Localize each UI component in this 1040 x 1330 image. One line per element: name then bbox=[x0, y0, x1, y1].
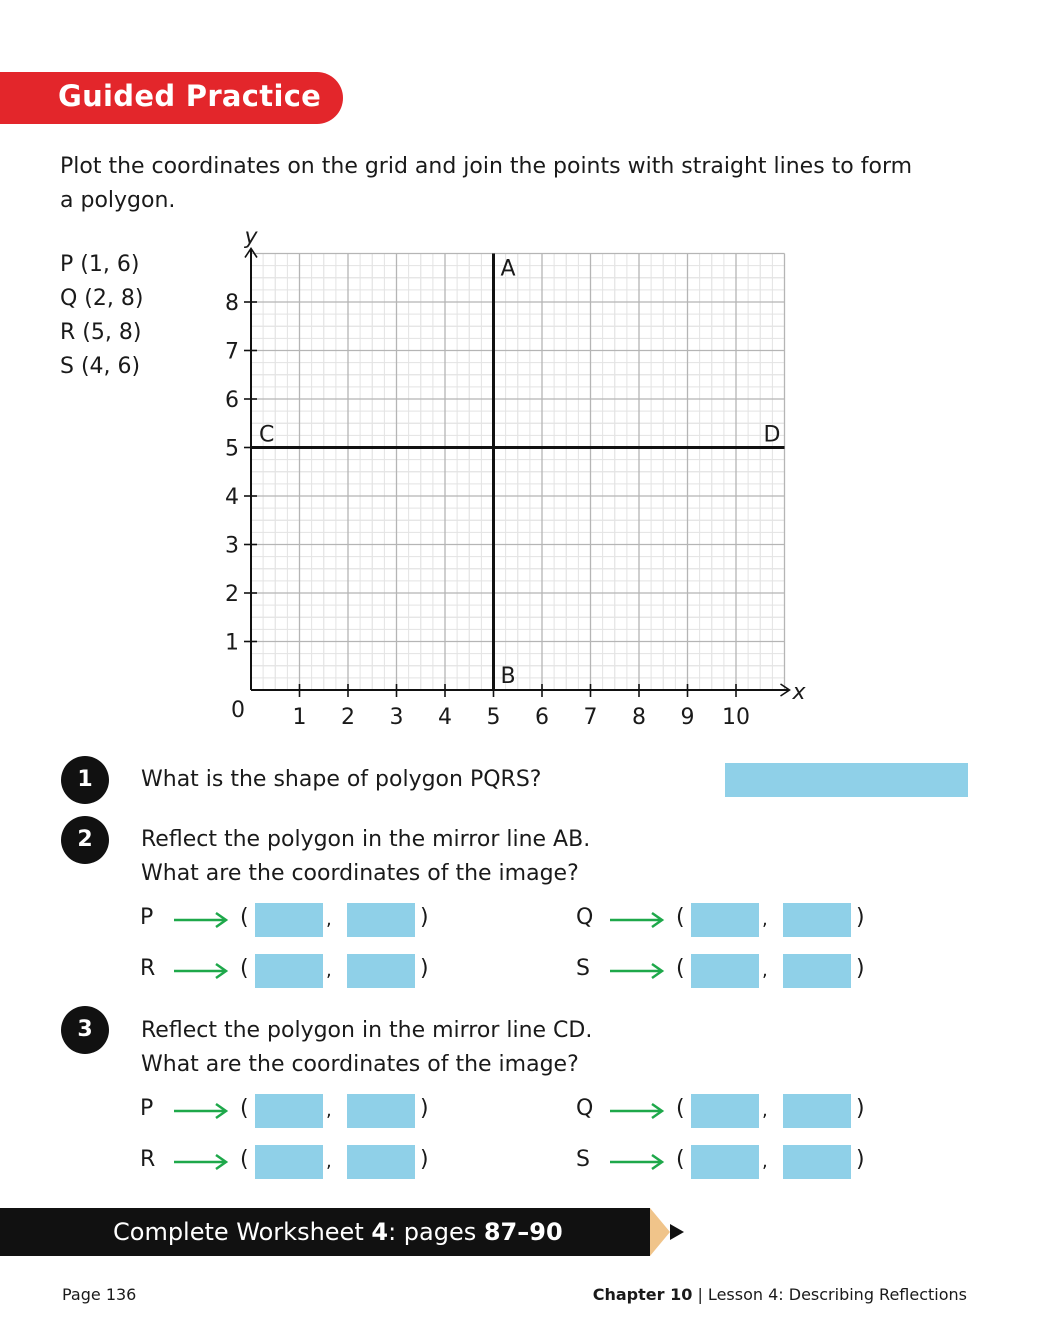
answer-row-q2-q: Q ( , ) bbox=[576, 903, 876, 937]
x-tick-label: 4 bbox=[438, 705, 452, 730]
pencil-tip-icon bbox=[650, 1208, 690, 1256]
arrow-right-icon bbox=[608, 1152, 666, 1172]
x-tick-label: 1 bbox=[292, 705, 307, 730]
answer-box-y[interactable] bbox=[347, 903, 415, 937]
point-label: R bbox=[140, 956, 156, 981]
question-1-text: What is the shape of polygon PQRS? bbox=[141, 767, 542, 792]
answer-row-q2-s: S ( , ) bbox=[576, 954, 876, 988]
x-tick-label: 7 bbox=[583, 705, 598, 730]
page-number: Page 136 bbox=[62, 1285, 137, 1304]
arrow-right-icon bbox=[172, 961, 230, 981]
label-c: C bbox=[259, 422, 275, 448]
minor-gridlines bbox=[251, 254, 785, 691]
instruction-text: Plot the coordinates on the grid and join the points with straight lines to form a polygon. bbox=[60, 154, 913, 213]
answer-box-x[interactable] bbox=[691, 954, 759, 988]
point-label: R bbox=[140, 1147, 156, 1172]
x-tick-label: 8 bbox=[632, 705, 646, 730]
x-tick-label: 9 bbox=[680, 705, 695, 730]
label-b: B bbox=[500, 664, 516, 689]
question-2-line1: Reflect the polygon in the mirror line AB. bbox=[141, 827, 591, 852]
question-3-line1: Reflect the polygon in the mirror line CD. bbox=[141, 1018, 593, 1043]
label-a: A bbox=[500, 256, 516, 282]
y-tick-label: 6 bbox=[225, 388, 239, 413]
answer-box-x[interactable] bbox=[691, 1145, 759, 1179]
arrow-right-icon bbox=[608, 961, 666, 981]
chapter-label: Chapter 10 | Lesson 4: Describing Reflections bbox=[592, 1285, 967, 1304]
x-tick-label: 3 bbox=[389, 705, 404, 730]
point-item: P (1, 6) bbox=[60, 252, 140, 277]
answer-row-q2-p: P ( , ) bbox=[140, 903, 440, 937]
tick-marks bbox=[244, 302, 736, 697]
section-title: Guided Practice bbox=[58, 79, 322, 113]
worksheet-banner bbox=[0, 1208, 650, 1256]
y-tick-label: 5 bbox=[225, 436, 239, 462]
question-number-badge: 3 bbox=[61, 1006, 109, 1054]
answer-box-x[interactable] bbox=[691, 903, 759, 937]
question-number-badge: 2 bbox=[61, 816, 109, 864]
point-label: S bbox=[576, 956, 590, 981]
label-d: D bbox=[763, 422, 781, 448]
x-axis-label: x bbox=[792, 680, 806, 705]
answer-box-y[interactable] bbox=[347, 954, 415, 988]
answer-box-y[interactable] bbox=[783, 954, 851, 988]
y-tick-label: 4 bbox=[225, 485, 239, 510]
point-item: S (4, 6) bbox=[60, 354, 141, 379]
x-tick-label: 5 bbox=[486, 705, 501, 730]
worksheet-text: Complete Worksheet 4: pages 87–90 bbox=[113, 1218, 563, 1246]
y-axis-label: y bbox=[244, 224, 258, 250]
answer-box-y[interactable] bbox=[347, 1094, 415, 1128]
point-label: S bbox=[576, 1147, 590, 1172]
x-tick-label: 2 bbox=[341, 705, 355, 730]
y-tick-label: 7 bbox=[225, 339, 239, 365]
point-label: Q bbox=[576, 1096, 594, 1121]
question-2-line2: What are the coordinates of the image? bbox=[141, 861, 579, 886]
arrow-right-icon bbox=[608, 1101, 666, 1121]
answer-box-x[interactable] bbox=[255, 903, 323, 937]
arrow-right-icon bbox=[608, 910, 666, 930]
answer-row-q3-r: R ( , ) bbox=[140, 1145, 440, 1179]
answer-box-y[interactable] bbox=[347, 1145, 415, 1179]
y-tick-label: 3 bbox=[225, 533, 239, 559]
answer-box-y[interactable] bbox=[783, 1145, 851, 1179]
answer-box-x[interactable] bbox=[255, 1094, 323, 1128]
y-tick-label: 2 bbox=[225, 582, 239, 607]
y-tick-label: 1 bbox=[225, 630, 239, 656]
answer-box-x[interactable] bbox=[255, 1145, 323, 1179]
answer-row-q3-p: P ( , ) bbox=[140, 1094, 440, 1128]
answer-box-x[interactable] bbox=[255, 954, 323, 988]
point-item: R (5, 8) bbox=[60, 320, 142, 345]
question-number-badge: 1 bbox=[61, 756, 109, 804]
answer-row-q3-s: S ( , ) bbox=[576, 1145, 876, 1179]
answer-box-y[interactable] bbox=[783, 903, 851, 937]
point-label: P bbox=[140, 905, 154, 930]
answer-box-x[interactable] bbox=[691, 1094, 759, 1128]
arrow-right-icon bbox=[172, 1152, 230, 1172]
question-3-line2: What are the coordinates of the image? bbox=[141, 1052, 579, 1077]
answer-row-q2-r: R ( , ) bbox=[140, 954, 440, 988]
y-tick-label: 8 bbox=[225, 291, 239, 316]
answer-box-shape[interactable] bbox=[725, 763, 968, 797]
origin-label: 0 bbox=[231, 698, 245, 723]
arrow-right-icon bbox=[172, 1101, 230, 1121]
answer-box-y[interactable] bbox=[783, 1094, 851, 1128]
arrow-right-icon bbox=[172, 910, 230, 930]
point-label: Q bbox=[576, 905, 594, 930]
x-tick-label: 6 bbox=[535, 705, 549, 730]
tick-labels bbox=[225, 291, 750, 730]
x-tick-label: 10 bbox=[722, 705, 750, 730]
point-label: P bbox=[140, 1096, 154, 1121]
point-item: Q (2, 8) bbox=[60, 286, 144, 311]
answer-row-q3-q: Q ( , ) bbox=[576, 1094, 876, 1128]
